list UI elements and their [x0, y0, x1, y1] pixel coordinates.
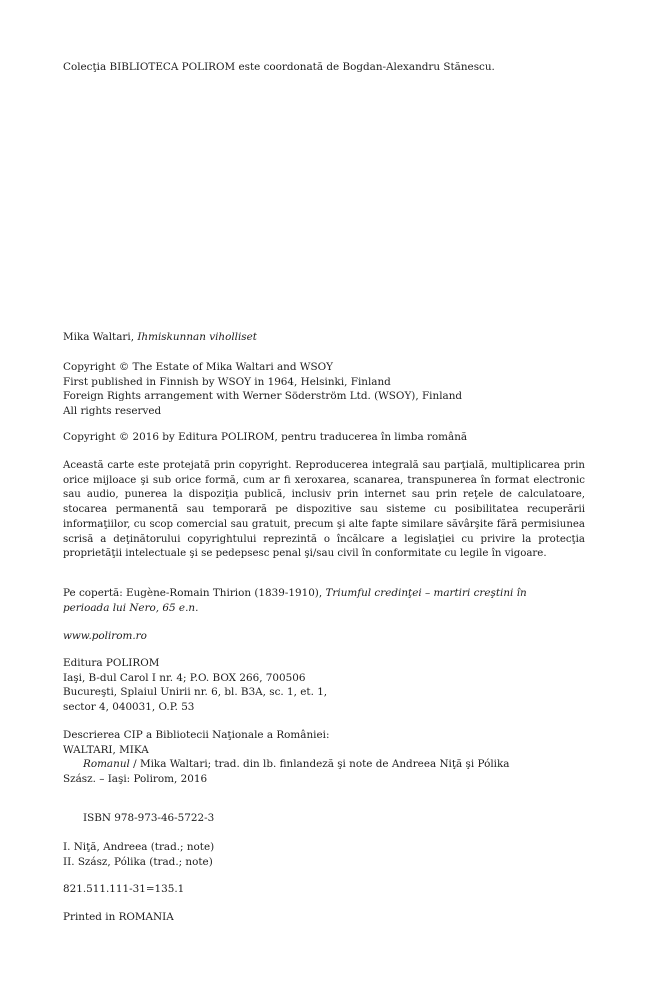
copyright-line: Copyright © The Estate of Mika Waltari and WSOY [63, 361, 333, 373]
copyright-line: First published in Finnish by WSOY in 1964, Helsinki, Finland [63, 375, 391, 388]
printed-in [63, 910, 585, 925]
publisher-line: Iaşi, B-dul Carol I nr. 4; P.O. BOX 266, 700506 [63, 671, 306, 684]
classification-text: 821.511.111-31=135.1 [63, 883, 185, 895]
cip-title: Romanul [83, 758, 130, 771]
original-copyright [63, 360, 585, 418]
cip-contributors [63, 840, 585, 869]
cover-painting-title: Triumful credinţei – martiri creştini în [325, 587, 527, 599]
original-title [63, 330, 585, 345]
cover-credit [63, 586, 585, 615]
collection-note-text: Colecţia BIBLIOTECA POLIROM este coordonată de Bogdan-Alexandru Stănescu. [63, 61, 495, 73]
cip-author: WALTARI, MIKA [63, 743, 149, 756]
isbn-text: ISBN 978-973-46-5722-3 [83, 812, 215, 824]
cover-painting-title-cont: perioada lui Nero, 65 e.n. [63, 601, 199, 614]
copyright-line: All rights reserved [63, 404, 162, 417]
cip-description-text: / Mika Waltari; trad. din lb. finlandeză şi note de Andreea Niţă şi Pólika [129, 758, 510, 771]
original-author: Mika Waltari, [63, 331, 135, 343]
cover-credit-prefix: Pe copertă: Eugène-Romain Thirion (1839-1910), [63, 587, 323, 599]
copyright-line: Foreign Rights arrangement with Werner Söderström Ltd. (WSOY), Finland [63, 390, 463, 403]
classification [63, 882, 585, 897]
website [63, 629, 585, 644]
cip-description-cont: Szász. – Iaşi: Polirom, 2016 [63, 772, 208, 785]
publisher-line: Editura POLIROM [63, 657, 160, 669]
publisher-address [63, 656, 585, 714]
publisher-line: Bucureşti, Splaiul Unirii nr. 6, bl. B3A, sc. 1, et. 1, [63, 686, 328, 699]
translation-copyright [63, 430, 585, 445]
cip-description [63, 728, 585, 786]
isbn [63, 811, 585, 826]
website-url: www.polirom.ro [63, 630, 147, 642]
translation-copyright-text: Copyright © 2016 by Editura POLIROM, pentru traducerea în limba română [63, 431, 468, 443]
cip-heading: Descrierea CIP a Bibliotecii Naţionale a României: [63, 729, 330, 741]
original-title-text: Ihmiskunnan viholliset [137, 331, 257, 343]
legal-notice: Această carte este protejată prin copyright. Reproducerea integrală sau parţială, multiplicarea prin orice mijloace şi sub orice formă, cum ar fi xeroxarea, scanarea, transpunerea în format electronic sau audio, punerea la dispoziţia publică, inclusiv prin internet sau prin reţele de calculatoare, stocarea permanentă sau temporară pe dispozitive sau sisteme cu posibilitatea recuperării informaţiilor, cu scop comercial sau gratuit, precum şi alte fapte similare săvârşite fără permisiunea scrisă a deţinătorului copyrightului reprezintă o încălcare a legislaţiei cu privire la protecţia proprietăţii intelectuale şi se pedepsesc penal şi/sau civil în conformitate cu legile în vigoare. [63, 460, 585, 560]
contributor-line: II. Szász, Pólika (trad.; note) [63, 855, 213, 868]
publisher-line: sector 4, 040031, O.P. 53 [63, 700, 195, 713]
printed-in-text: Printed in ROMANIA [63, 911, 174, 923]
contributor-line: I. Niţă, Andreea (trad.; note) [63, 841, 215, 853]
collection-note [63, 60, 585, 75]
